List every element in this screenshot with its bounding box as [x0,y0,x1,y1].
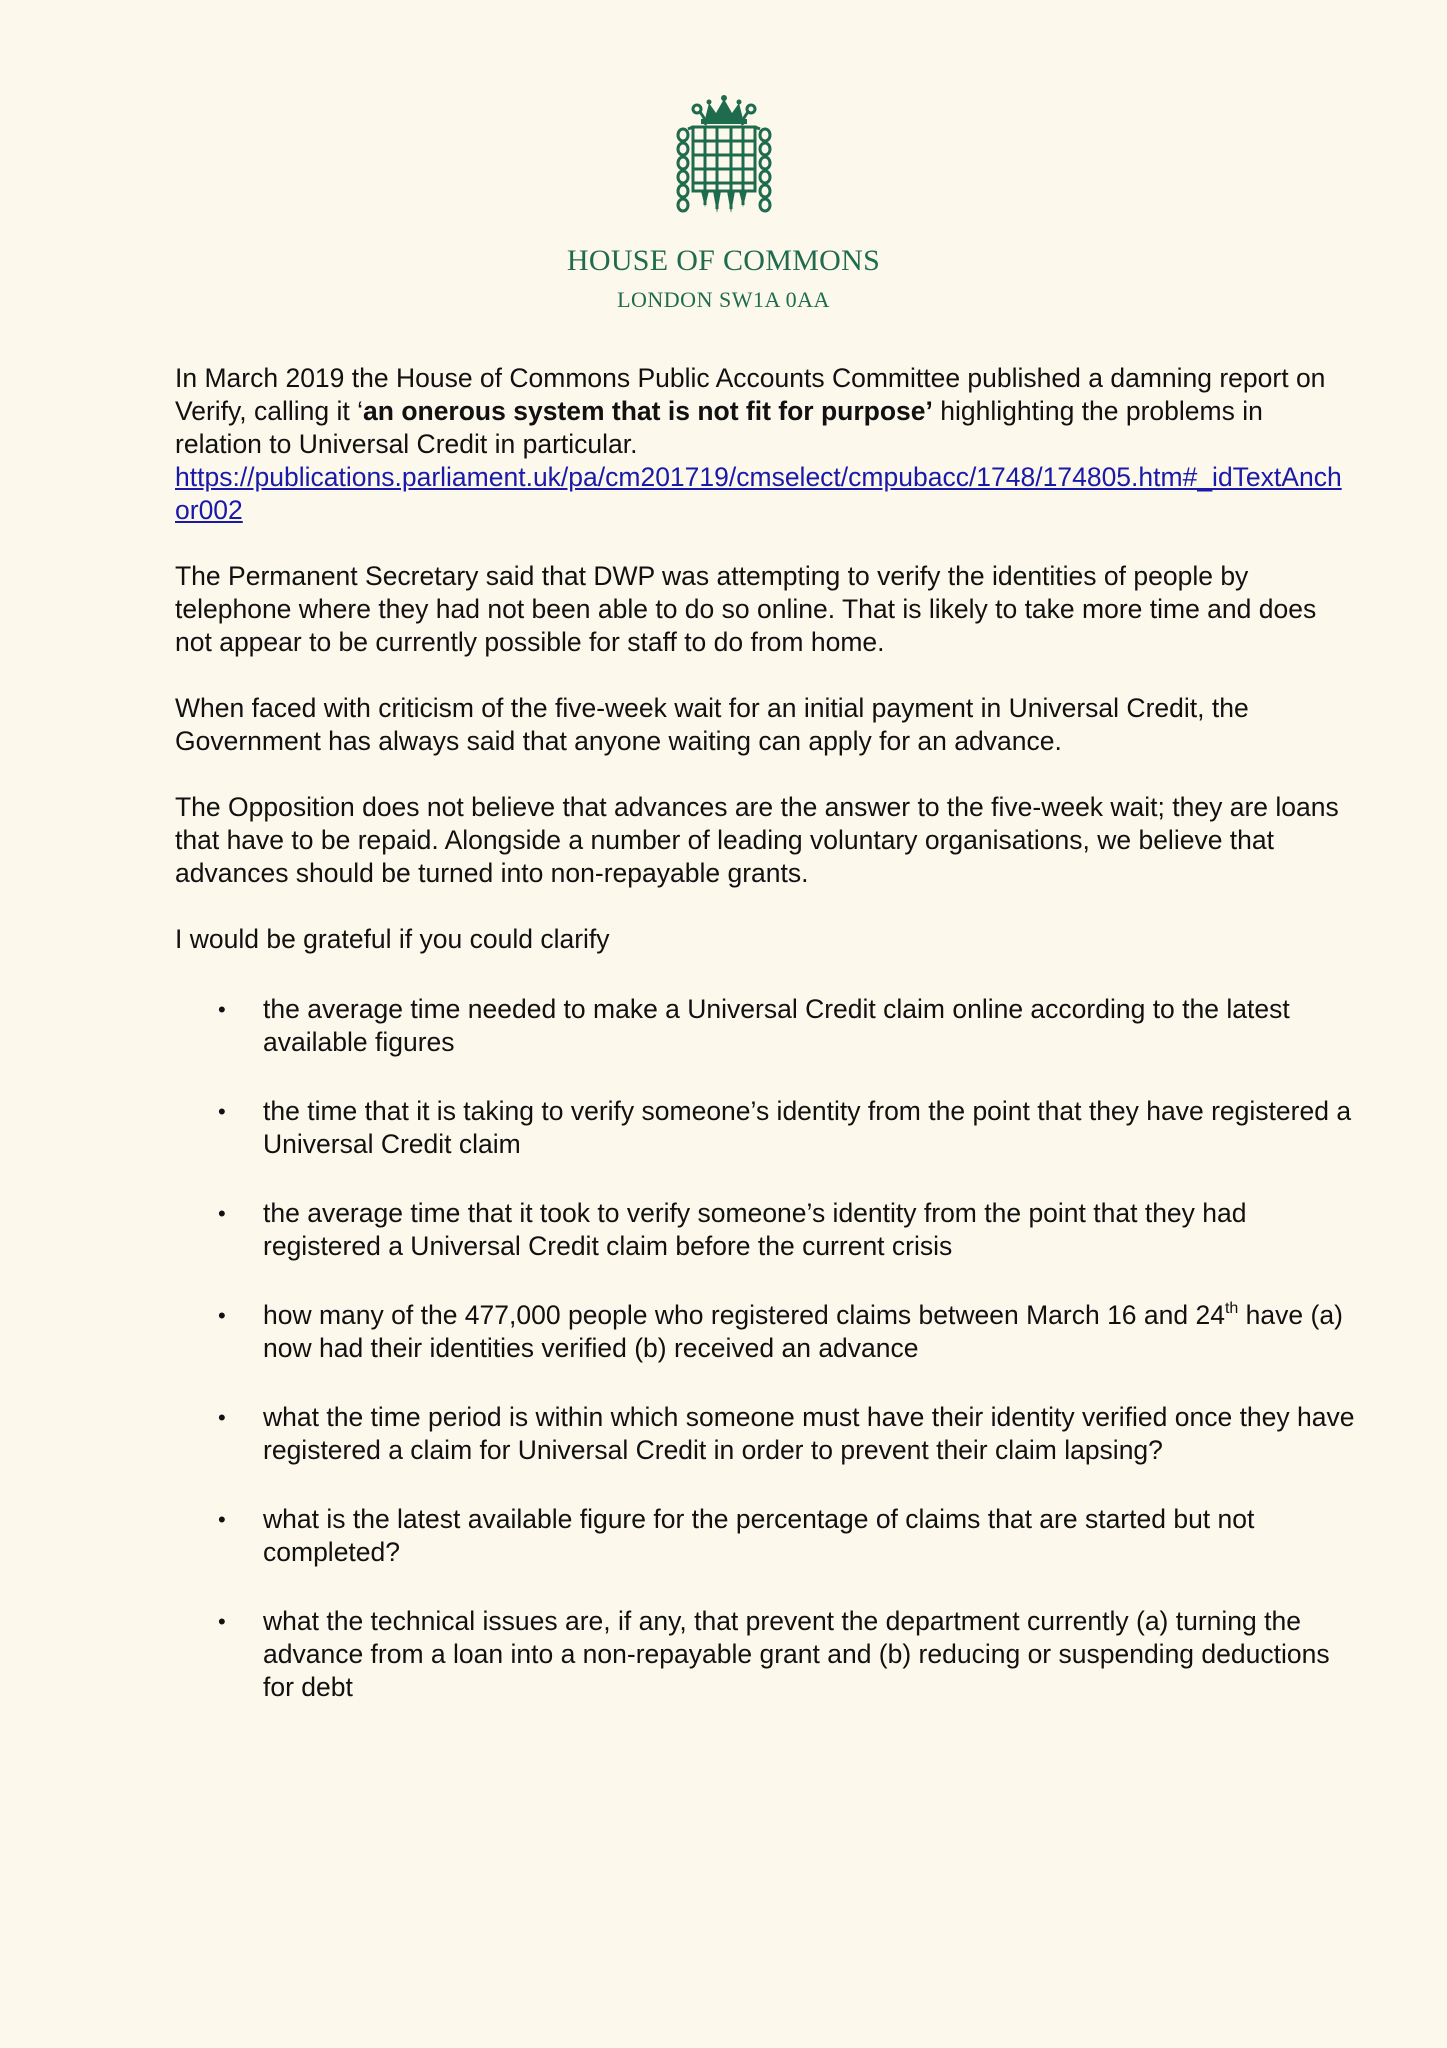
bullet-icon: • [218,1507,226,1532]
report-link[interactable]: https://publications.parliament.uk/pa/cm201719/cmselect/cmpubacc/1748/174805.htm#_idTextAnchor002 [175,462,1342,525]
portcullis-crest-icon [671,95,777,220]
paragraph-five-week-wait: When faced with criticism of the five-week wait for an initial payment in Universal Credit, the Government has always said that anyone waiting can apply for an advance. [175,693,1249,756]
paragraph-verify-report [175,362,1355,527]
paragraph-permanent-secretary: The Permanent Secretary said that DWP was attempting to verify the identities of people by telephone where they had not been able to do so online. That is likely to take more time and does not appear to be currently possible for staff to do from home. [175,561,1317,657]
bullet-icon: • [218,1099,226,1124]
list-item-text: what is the latest available figure for the percentage of claims that are started but not completed? [263,1504,1255,1567]
list-item [175,1197,1355,1263]
bullet-icon: • [218,1201,226,1226]
list-item [175,1401,1355,1467]
list-item-text: what the time period is within which someone must have their identity verified once they have registered a claim for Universal Credit in order to prevent their claim lapsing? [263,1402,1355,1465]
paragraph-text: highlighting the problems in relation to Universal Credit in particular. [175,396,1263,459]
bullet-icon: • [218,997,226,1022]
list-item-text: how many of the 477,000 people who registered claims between March 16 and 24 [263,1300,1225,1330]
bold-quote: an onerous system that is not fit for purpose’ [363,396,933,426]
paragraph-clarify: I would be grateful if you could clarify [175,924,610,954]
list-item-text: the average time needed to make a Universal Credit claim online according to the latest available figures [263,994,1290,1057]
house-address: LONDON SW1A 0AA [617,287,830,312]
bullet-icon: • [218,1405,226,1430]
list-item [175,1299,1355,1365]
letter-body [175,362,1355,1740]
paragraph-text: In March 2019 the House of Commons Public Accounts Committee published a damning report on Verify, calling it ‘ [175,363,1326,426]
list-item-text: have (a) now had their identities verified (b) received an advance [263,1300,1343,1363]
list-item-text: the time that it is taking to verify someone’s identity from the point that they have registered a Universal Credit claim [263,1096,1352,1159]
house-name: HOUSE OF COMMONS [566,244,881,277]
list-item [175,993,1355,1059]
question-list [175,993,1355,1704]
superscript: th [1224,1300,1239,1317]
list-item-text: the average time that it took to verify someone’s identity from the point that they had registered a Universal Credit claim before the current crisis [263,1198,1247,1261]
list-item [175,1605,1355,1704]
list-item-text: what the technical issues are, if any, that prevent the department currently (a) turning the advance from a loan into a non-repayable grant and (b) reducing or suspending deductions for debt [263,1606,1330,1702]
list-item [175,1095,1355,1161]
bullet-icon: • [218,1609,226,1634]
paragraph-opposition: The Opposition does not believe that advances are the answer to the five-week wait; they are loans that have to be repaid. Alongside a number of leading voluntary organisations, we believe that advances should be turned into non-repayable grants. [175,792,1339,888]
bullet-icon: • [218,1303,226,1328]
list-item [175,1503,1355,1569]
